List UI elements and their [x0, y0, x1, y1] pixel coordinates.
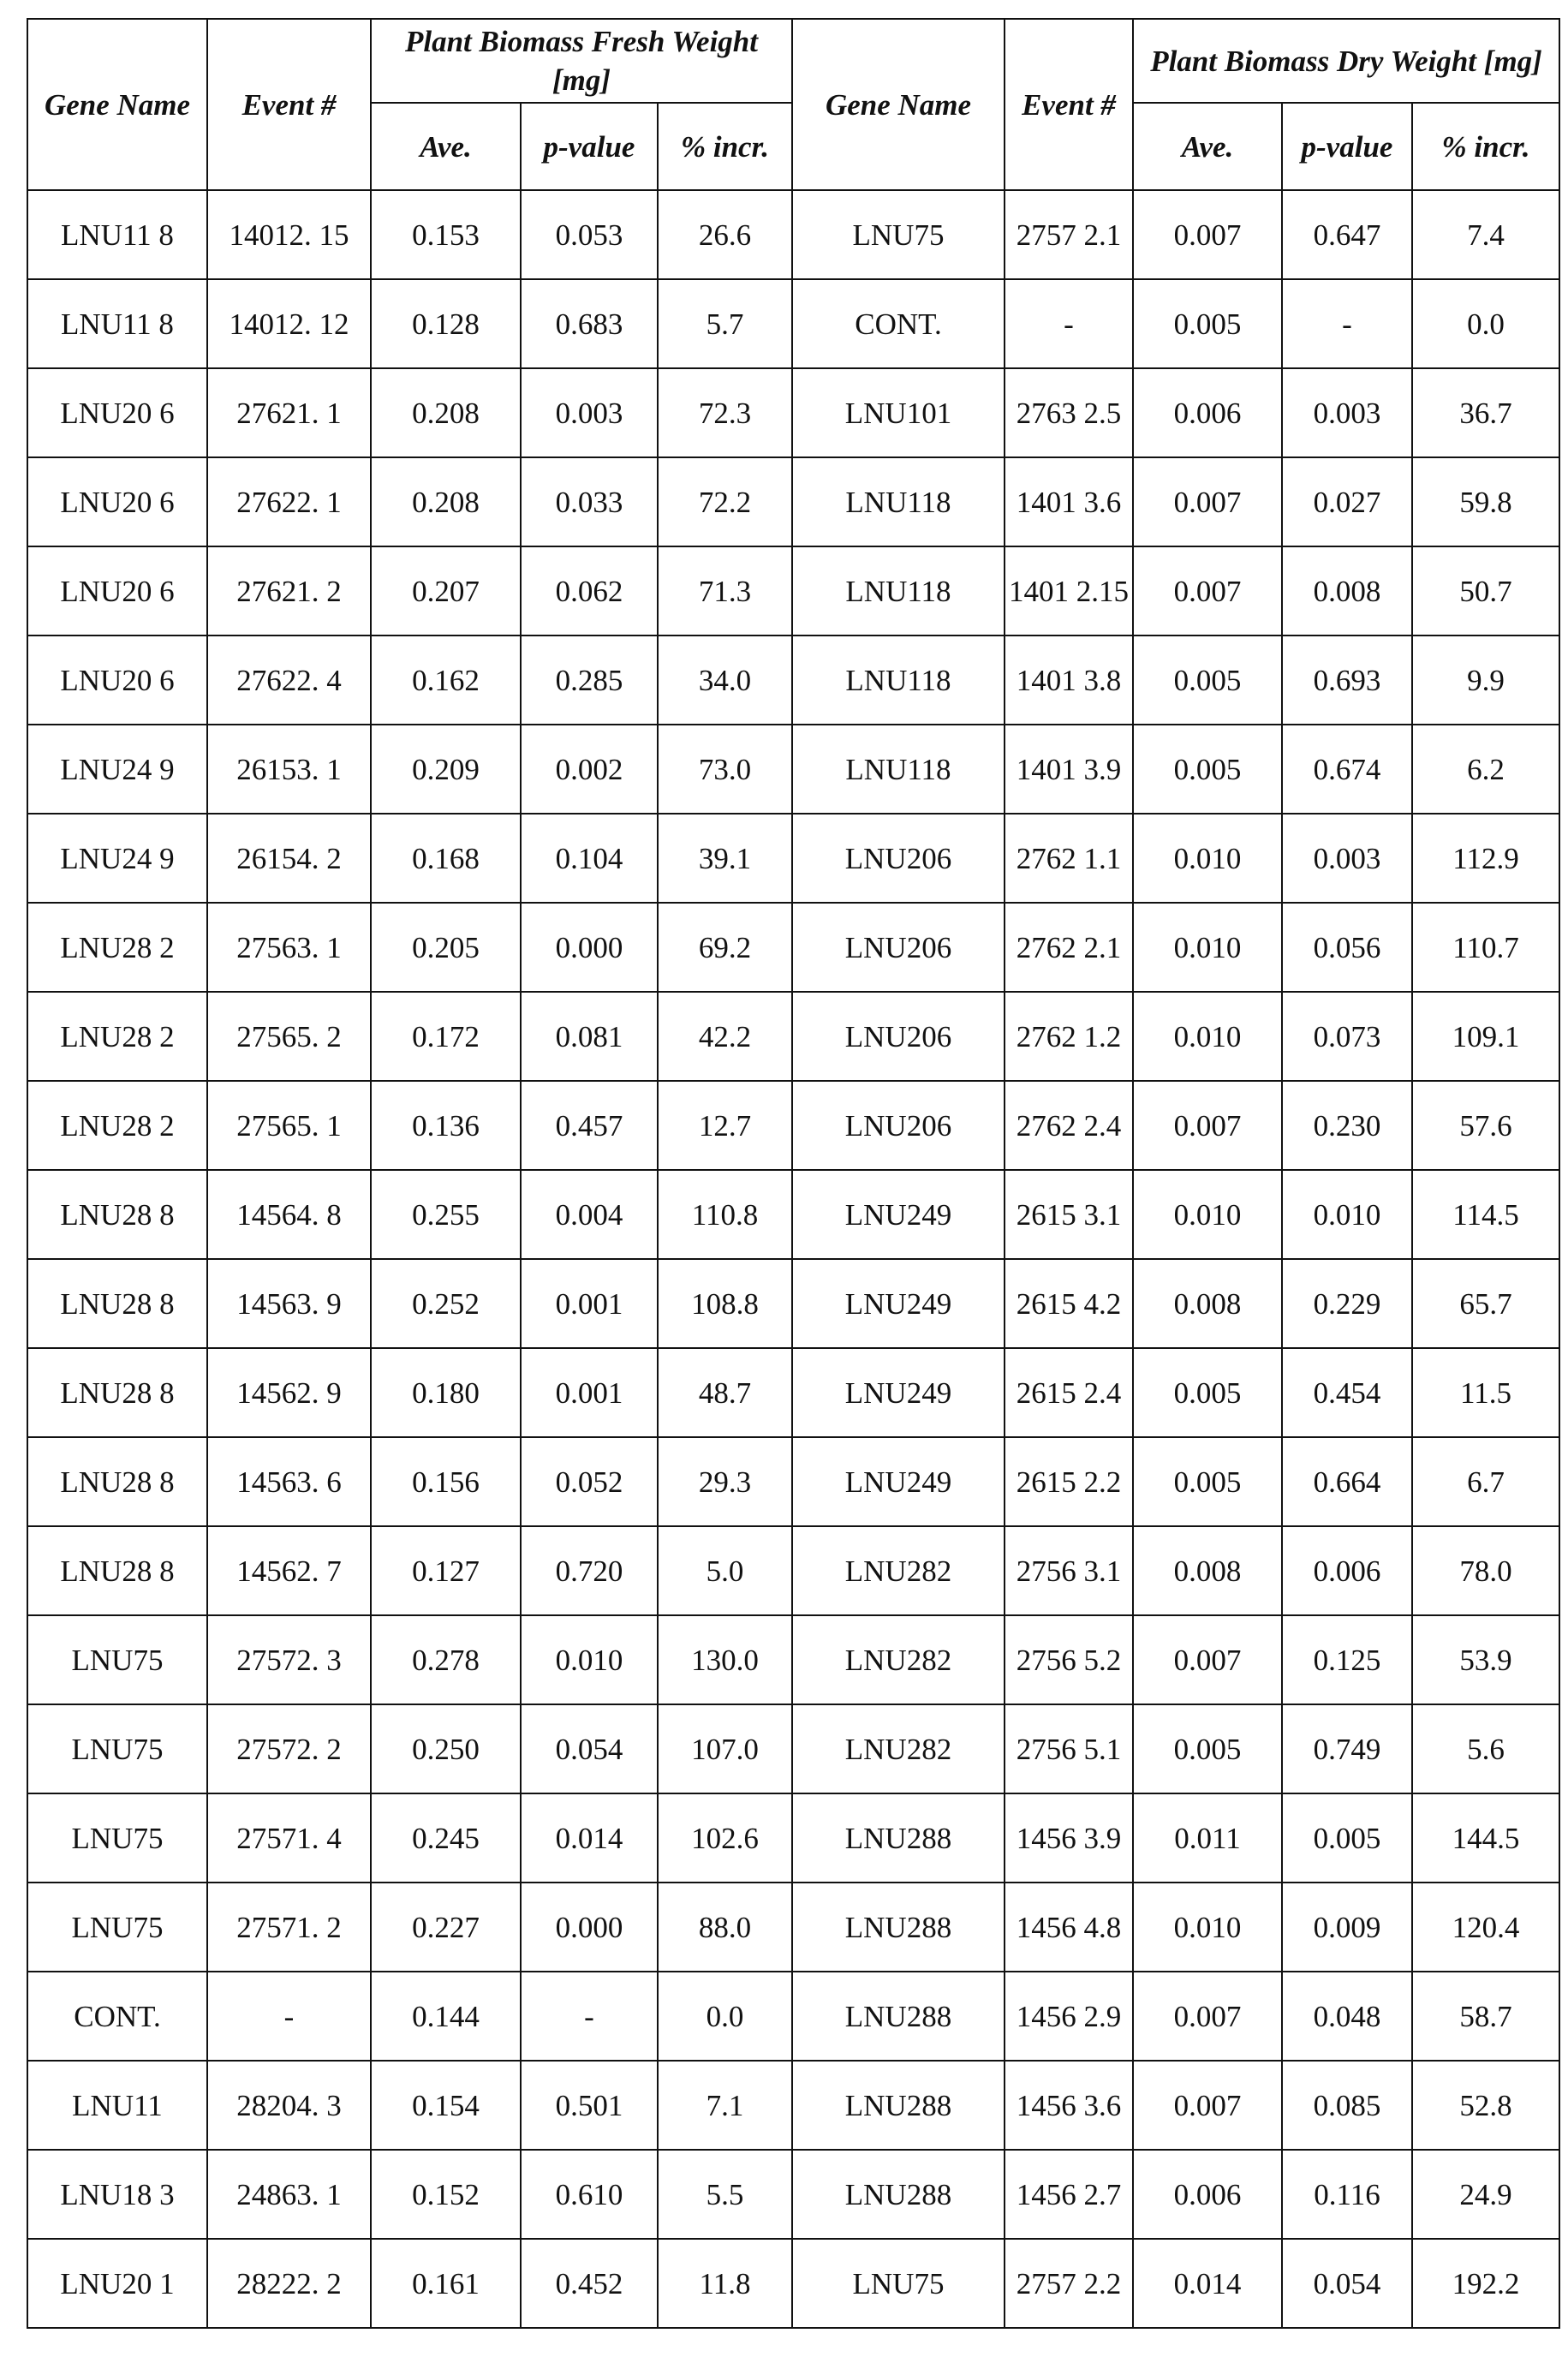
dry-event-cell: 2762 2.4 [1005, 1081, 1133, 1170]
fresh-percent-increase-cell: 88.0 [658, 1883, 792, 1972]
fresh-ave-cell: 0.208 [371, 368, 521, 457]
fresh-ave-cell: 0.144 [371, 1972, 521, 2061]
dry-gene-name-cell: LNU206 [792, 1081, 1005, 1170]
fresh-ave-cell: 0.127 [371, 1526, 521, 1615]
fresh-percent-increase-cell: 108.8 [658, 1259, 792, 1348]
fresh-event-cell: - [207, 1972, 371, 2061]
fresh-percent-increase-cell: 26.6 [658, 190, 792, 279]
biomass-table [27, 18, 1560, 2329]
fresh-gene-name-cell: LNU28 8 [27, 1526, 207, 1615]
fresh-p-value-cell: 0.000 [521, 1883, 658, 1972]
fresh-ave-cell: 0.162 [371, 635, 521, 725]
dry-ave-cell: 0.011 [1133, 1793, 1282, 1883]
dry-p-value-cell: 0.056 [1282, 903, 1412, 992]
fresh-gene-name-cell: LNU28 2 [27, 992, 207, 1081]
fresh-p-value-cell: 0.001 [521, 1348, 658, 1437]
dry-p-value-cell: 0.009 [1282, 1883, 1412, 1972]
dry-p-value-cell: 0.125 [1282, 1615, 1412, 1704]
dry-ave-cell: 0.014 [1133, 2239, 1282, 2328]
dry-percent-increase-cell: 59.8 [1412, 457, 1559, 546]
fresh-percent-increase-cell: 11.8 [658, 2239, 792, 2328]
dry-event-cell: 1401 3.6 [1005, 457, 1133, 546]
table-row [27, 279, 1559, 368]
fresh-percent-increase-cell: 0.0 [658, 1972, 792, 2061]
dry-ave-cell: 0.007 [1133, 457, 1282, 546]
dry-p-value-cell: - [1282, 279, 1412, 368]
fresh-p-value-cell: 0.053 [521, 190, 658, 279]
table-row [27, 1170, 1559, 1259]
fresh-percent-increase-cell: 5.0 [658, 1526, 792, 1615]
dry-ave-cell: 0.005 [1133, 725, 1282, 814]
dry-percent-increase-cell: 53.9 [1412, 1615, 1559, 1704]
table-row [27, 1883, 1559, 1972]
dry-p-value-cell: 0.005 [1282, 1793, 1412, 1883]
dry-p-value-cell: 0.003 [1282, 368, 1412, 457]
dry-event-cell: 2756 5.2 [1005, 1615, 1133, 1704]
fresh-event-cell: 14562. 7 [207, 1526, 371, 1615]
dry-event-cell: 2757 2.2 [1005, 2239, 1133, 2328]
dry-percent-increase-cell: 78.0 [1412, 1526, 1559, 1615]
dry-ave-cell: 0.006 [1133, 2150, 1282, 2239]
dry-gene-name-cell: LNU288 [792, 2061, 1005, 2150]
dry-gene-name-cell: LNU288 [792, 1972, 1005, 2061]
dry-percent-increase-cell: 9.9 [1412, 635, 1559, 725]
fresh-ave-cell: 0.208 [371, 457, 521, 546]
dry-event-cell: 2762 1.2 [1005, 992, 1133, 1081]
dry-p-value-cell: 0.454 [1282, 1348, 1412, 1437]
dry-ave-cell: 0.007 [1133, 190, 1282, 279]
fresh-percent-increase-cell: 73.0 [658, 725, 792, 814]
fresh-ave-cell: 0.250 [371, 1704, 521, 1793]
table-row [27, 1972, 1559, 2061]
dry-ave-cell: 0.006 [1133, 368, 1282, 457]
fresh-percent-increase-cell: 110.8 [658, 1170, 792, 1259]
fresh-event-cell: 28222. 2 [207, 2239, 371, 2328]
dry-ave-cell: 0.005 [1133, 1348, 1282, 1437]
fresh-gene-name-cell: LNU20 6 [27, 546, 207, 635]
fresh-event-cell: 27572. 3 [207, 1615, 371, 1704]
fresh-ave-cell: 0.245 [371, 1793, 521, 1883]
fresh-gene-name-cell: LNU20 6 [27, 635, 207, 725]
dry-ave-cell: 0.005 [1133, 279, 1282, 368]
dry-percent-increase-cell: 57.6 [1412, 1081, 1559, 1170]
table-row [27, 1081, 1559, 1170]
dry-ave-cell: 0.010 [1133, 814, 1282, 903]
header-pvalue: p-value [521, 103, 658, 190]
table-row [27, 1615, 1559, 1704]
dry-p-value-cell: 0.010 [1282, 1170, 1412, 1259]
dry-percent-increase-cell: 109.1 [1412, 992, 1559, 1081]
dry-percent-increase-cell: 36.7 [1412, 368, 1559, 457]
dry-percent-increase-cell: 114.5 [1412, 1170, 1559, 1259]
dry-event-cell: 1401 3.9 [1005, 725, 1133, 814]
fresh-gene-name-cell: LNU20 6 [27, 457, 207, 546]
fresh-gene-name-cell: LNU11 8 [27, 190, 207, 279]
header-event: Event # [207, 19, 371, 190]
fresh-p-value-cell: 0.010 [521, 1615, 658, 1704]
table-row [27, 635, 1559, 725]
dry-percent-increase-cell: 52.8 [1412, 2061, 1559, 2150]
fresh-p-value-cell: 0.014 [521, 1793, 658, 1883]
table-row [27, 190, 1559, 279]
dry-event-cell: 2615 4.2 [1005, 1259, 1133, 1348]
dry-ave-cell: 0.007 [1133, 1081, 1282, 1170]
fresh-p-value-cell: 0.062 [521, 546, 658, 635]
header-ave: Ave. [371, 103, 521, 190]
fresh-event-cell: 14012. 12 [207, 279, 371, 368]
fresh-gene-name-cell: LNU75 [27, 1704, 207, 1793]
dry-gene-name-cell: CONT. [792, 279, 1005, 368]
fresh-percent-increase-cell: 29.3 [658, 1437, 792, 1526]
fresh-gene-name-cell: CONT. [27, 1972, 207, 2061]
table-row [27, 546, 1559, 635]
dry-p-value-cell: 0.229 [1282, 1259, 1412, 1348]
dry-event-cell: 2756 5.1 [1005, 1704, 1133, 1793]
table-row [27, 457, 1559, 546]
fresh-event-cell: 27622. 4 [207, 635, 371, 725]
dry-gene-name-cell: LNU101 [792, 368, 1005, 457]
dry-percent-increase-cell: 5.6 [1412, 1704, 1559, 1793]
fresh-percent-increase-cell: 42.2 [658, 992, 792, 1081]
header-incr: % incr. [658, 103, 792, 190]
dry-event-cell: 1456 2.9 [1005, 1972, 1133, 2061]
fresh-percent-increase-cell: 69.2 [658, 903, 792, 992]
fresh-ave-cell: 0.227 [371, 1883, 521, 1972]
table-row [27, 1437, 1559, 1526]
fresh-event-cell: 27621. 1 [207, 368, 371, 457]
dry-percent-increase-cell: 6.2 [1412, 725, 1559, 814]
dry-gene-name-cell: LNU206 [792, 814, 1005, 903]
dry-event-cell: 1456 4.8 [1005, 1883, 1133, 1972]
fresh-p-value-cell: 0.052 [521, 1437, 658, 1526]
dry-gene-name-cell: LNU249 [792, 1437, 1005, 1526]
dry-ave-cell: 0.005 [1133, 1437, 1282, 1526]
dry-event-cell: 2762 1.1 [1005, 814, 1133, 903]
fresh-gene-name-cell: LNU28 8 [27, 1437, 207, 1526]
dry-ave-cell: 0.010 [1133, 992, 1282, 1081]
dry-percent-increase-cell: 192.2 [1412, 2239, 1559, 2328]
fresh-percent-increase-cell: 72.2 [658, 457, 792, 546]
fresh-event-cell: 27571. 2 [207, 1883, 371, 1972]
dry-percent-increase-cell: 24.9 [1412, 2150, 1559, 2239]
dry-ave-cell: 0.008 [1133, 1259, 1282, 1348]
header-gene-name-2: Gene Name [792, 19, 1005, 190]
dry-gene-name-cell: LNU249 [792, 1259, 1005, 1348]
fresh-ave-cell: 0.209 [371, 725, 521, 814]
dry-gene-name-cell: LNU288 [792, 2150, 1005, 2239]
fresh-percent-increase-cell: 102.6 [658, 1793, 792, 1883]
fresh-event-cell: 27571. 4 [207, 1793, 371, 1883]
fresh-percent-increase-cell: 5.7 [658, 279, 792, 368]
dry-gene-name-cell: LNU118 [792, 546, 1005, 635]
fresh-ave-cell: 0.172 [371, 992, 521, 1081]
fresh-event-cell: 14563. 6 [207, 1437, 371, 1526]
header-incr-2: % incr. [1412, 103, 1559, 190]
dry-percent-increase-cell: 112.9 [1412, 814, 1559, 903]
fresh-p-value-cell: 0.000 [521, 903, 658, 992]
header-event-2: Event # [1005, 19, 1133, 190]
fresh-ave-cell: 0.128 [371, 279, 521, 368]
fresh-ave-cell: 0.252 [371, 1259, 521, 1348]
table-row [27, 992, 1559, 1081]
table-row [27, 903, 1559, 992]
fresh-p-value-cell: 0.457 [521, 1081, 658, 1170]
dry-event-cell: 2762 2.1 [1005, 903, 1133, 992]
fresh-percent-increase-cell: 7.1 [658, 2061, 792, 2150]
fresh-gene-name-cell: LNU28 2 [27, 903, 207, 992]
dry-event-cell: 1401 3.8 [1005, 635, 1133, 725]
dry-gene-name-cell: LNU118 [792, 457, 1005, 546]
fresh-ave-cell: 0.136 [371, 1081, 521, 1170]
dry-event-cell: 1456 3.6 [1005, 2061, 1133, 2150]
dry-gene-name-cell: LNU249 [792, 1170, 1005, 1259]
fresh-event-cell: 26154. 2 [207, 814, 371, 903]
fresh-gene-name-cell: LNU20 1 [27, 2239, 207, 2328]
fresh-gene-name-cell: LNU28 8 [27, 1170, 207, 1259]
dry-gene-name-cell: LNU206 [792, 903, 1005, 992]
header-ave-2: Ave. [1133, 103, 1282, 190]
dry-ave-cell: 0.007 [1133, 1615, 1282, 1704]
fresh-p-value-cell: 0.003 [521, 368, 658, 457]
dry-p-value-cell: 0.693 [1282, 635, 1412, 725]
fresh-event-cell: 14562. 9 [207, 1348, 371, 1437]
fresh-p-value-cell: 0.033 [521, 457, 658, 546]
fresh-ave-cell: 0.153 [371, 190, 521, 279]
fresh-gene-name-cell: LNU20 6 [27, 368, 207, 457]
dry-event-cell: - [1005, 279, 1133, 368]
dry-p-value-cell: 0.073 [1282, 992, 1412, 1081]
fresh-percent-increase-cell: 12.7 [658, 1081, 792, 1170]
dry-event-cell: 2763 2.5 [1005, 368, 1133, 457]
dry-p-value-cell: 0.085 [1282, 2061, 1412, 2150]
dry-ave-cell: 0.005 [1133, 1704, 1282, 1793]
fresh-event-cell: 27565. 2 [207, 992, 371, 1081]
fresh-ave-cell: 0.180 [371, 1348, 521, 1437]
table-row [27, 2061, 1559, 2150]
fresh-event-cell: 24863. 1 [207, 2150, 371, 2239]
header-gene-name: Gene Name [27, 19, 207, 190]
fresh-percent-increase-cell: 71.3 [658, 546, 792, 635]
dry-event-cell: 2757 2.1 [1005, 190, 1133, 279]
fresh-ave-cell: 0.152 [371, 2150, 521, 2239]
dry-gene-name-cell: LNU282 [792, 1704, 1005, 1793]
dry-gene-name-cell: LNU282 [792, 1526, 1005, 1615]
fresh-ave-cell: 0.161 [371, 2239, 521, 2328]
fresh-percent-increase-cell: 72.3 [658, 368, 792, 457]
dry-p-value-cell: 0.230 [1282, 1081, 1412, 1170]
fresh-ave-cell: 0.255 [371, 1170, 521, 1259]
fresh-gene-name-cell: LNU24 9 [27, 725, 207, 814]
fresh-gene-name-cell: LNU11 8 [27, 279, 207, 368]
fresh-p-value-cell: 0.001 [521, 1259, 658, 1348]
fresh-gene-name-cell: LNU24 9 [27, 814, 207, 903]
dry-ave-cell: 0.007 [1133, 2061, 1282, 2150]
fresh-event-cell: 27565. 1 [207, 1081, 371, 1170]
fresh-event-cell: 27572. 2 [207, 1704, 371, 1793]
fresh-p-value-cell: 0.285 [521, 635, 658, 725]
dry-ave-cell: 0.008 [1133, 1526, 1282, 1615]
fresh-percent-increase-cell: 34.0 [658, 635, 792, 725]
header-pvalue-2: p-value [1282, 103, 1412, 190]
dry-event-cell: 1456 2.7 [1005, 2150, 1133, 2239]
header-fresh-weight: Plant Biomass Fresh Weight [mg] [371, 19, 792, 103]
fresh-p-value-cell: 0.002 [521, 725, 658, 814]
table-row [27, 2150, 1559, 2239]
dry-gene-name-cell: LNU118 [792, 725, 1005, 814]
fresh-event-cell: 14012. 15 [207, 190, 371, 279]
fresh-event-cell: 14564. 8 [207, 1170, 371, 1259]
dry-gene-name-cell: LNU249 [792, 1348, 1005, 1437]
table-row [27, 1348, 1559, 1437]
dry-gene-name-cell: LNU288 [792, 1883, 1005, 1972]
fresh-percent-increase-cell: 39.1 [658, 814, 792, 903]
dry-percent-increase-cell: 6.7 [1412, 1437, 1559, 1526]
dry-percent-increase-cell: 144.5 [1412, 1793, 1559, 1883]
dry-percent-increase-cell: 65.7 [1412, 1259, 1559, 1348]
fresh-gene-name-cell: LNU28 8 [27, 1348, 207, 1437]
dry-p-value-cell: 0.008 [1282, 546, 1412, 635]
fresh-p-value-cell: 0.004 [521, 1170, 658, 1259]
fresh-gene-name-cell: LNU11 [27, 2061, 207, 2150]
dry-event-cell: 2756 3.1 [1005, 1526, 1133, 1615]
table-row [27, 1704, 1559, 1793]
fresh-event-cell: 14563. 9 [207, 1259, 371, 1348]
dry-percent-increase-cell: 58.7 [1412, 1972, 1559, 2061]
table-row [27, 368, 1559, 457]
dry-percent-increase-cell: 7.4 [1412, 190, 1559, 279]
fresh-gene-name-cell: LNU75 [27, 1615, 207, 1704]
dry-p-value-cell: 0.027 [1282, 457, 1412, 546]
fresh-gene-name-cell: LNU18 3 [27, 2150, 207, 2239]
fresh-p-value-cell: 0.054 [521, 1704, 658, 1793]
dry-percent-increase-cell: 11.5 [1412, 1348, 1559, 1437]
table-row [27, 1259, 1559, 1348]
fresh-gene-name-cell: LNU28 2 [27, 1081, 207, 1170]
dry-ave-cell: 0.007 [1133, 546, 1282, 635]
table-row [27, 1526, 1559, 1615]
fresh-event-cell: 26153. 1 [207, 725, 371, 814]
header-dry-weight: Plant Biomass Dry Weight [mg] [1133, 19, 1559, 103]
dry-gene-name-cell: LNU282 [792, 1615, 1005, 1704]
dry-event-cell: 2615 3.1 [1005, 1170, 1133, 1259]
fresh-percent-increase-cell: 48.7 [658, 1348, 792, 1437]
dry-event-cell: 2615 2.4 [1005, 1348, 1133, 1437]
fresh-p-value-cell: 0.610 [521, 2150, 658, 2239]
fresh-gene-name-cell: LNU28 8 [27, 1259, 207, 1348]
fresh-percent-increase-cell: 5.5 [658, 2150, 792, 2239]
dry-ave-cell: 0.007 [1133, 1972, 1282, 2061]
dry-p-value-cell: 0.003 [1282, 814, 1412, 903]
dry-ave-cell: 0.010 [1133, 903, 1282, 992]
table-row [27, 814, 1559, 903]
dry-ave-cell: 0.005 [1133, 635, 1282, 725]
fresh-p-value-cell: - [521, 1972, 658, 2061]
fresh-event-cell: 27622. 1 [207, 457, 371, 546]
table-body [27, 190, 1559, 2328]
fresh-p-value-cell: 0.683 [521, 279, 658, 368]
fresh-ave-cell: 0.156 [371, 1437, 521, 1526]
dry-percent-increase-cell: 50.7 [1412, 546, 1559, 635]
dry-ave-cell: 0.010 [1133, 1170, 1282, 1259]
dry-p-value-cell: 0.048 [1282, 1972, 1412, 2061]
dry-event-cell: 1456 3.9 [1005, 1793, 1133, 1883]
fresh-percent-increase-cell: 107.0 [658, 1704, 792, 1793]
dry-event-cell: 2615 2.2 [1005, 1437, 1133, 1526]
table-row [27, 2239, 1559, 2328]
dry-percent-increase-cell: 120.4 [1412, 1883, 1559, 1972]
dry-gene-name-cell: LNU75 [792, 2239, 1005, 2328]
fresh-event-cell: 27621. 2 [207, 546, 371, 635]
dry-gene-name-cell: LNU288 [792, 1793, 1005, 1883]
dry-gene-name-cell: LNU206 [792, 992, 1005, 1081]
fresh-event-cell: 27563. 1 [207, 903, 371, 992]
fresh-ave-cell: 0.207 [371, 546, 521, 635]
dry-percent-increase-cell: 0.0 [1412, 279, 1559, 368]
fresh-ave-cell: 0.168 [371, 814, 521, 903]
dry-p-value-cell: 0.674 [1282, 725, 1412, 814]
dry-ave-cell: 0.010 [1133, 1883, 1282, 1972]
dry-p-value-cell: 0.054 [1282, 2239, 1412, 2328]
fresh-percent-increase-cell: 130.0 [658, 1615, 792, 1704]
fresh-p-value-cell: 0.081 [521, 992, 658, 1081]
fresh-p-value-cell: 0.452 [521, 2239, 658, 2328]
table-row [27, 725, 1559, 814]
fresh-event-cell: 28204. 3 [207, 2061, 371, 2150]
dry-percent-increase-cell: 110.7 [1412, 903, 1559, 992]
fresh-p-value-cell: 0.720 [521, 1526, 658, 1615]
fresh-gene-name-cell: LNU75 [27, 1883, 207, 1972]
fresh-ave-cell: 0.205 [371, 903, 521, 992]
dry-p-value-cell: 0.116 [1282, 2150, 1412, 2239]
fresh-p-value-cell: 0.501 [521, 2061, 658, 2150]
fresh-p-value-cell: 0.104 [521, 814, 658, 903]
fresh-gene-name-cell: LNU75 [27, 1793, 207, 1883]
fresh-ave-cell: 0.278 [371, 1615, 521, 1704]
fresh-ave-cell: 0.154 [371, 2061, 521, 2150]
table-row [27, 1793, 1559, 1883]
dry-gene-name-cell: LNU118 [792, 635, 1005, 725]
dry-gene-name-cell: LNU75 [792, 190, 1005, 279]
dry-p-value-cell: 0.749 [1282, 1704, 1412, 1793]
dry-event-cell: 1401 2.15 [1005, 546, 1133, 635]
dry-p-value-cell: 0.006 [1282, 1526, 1412, 1615]
dry-p-value-cell: 0.647 [1282, 190, 1412, 279]
dry-p-value-cell: 0.664 [1282, 1437, 1412, 1526]
